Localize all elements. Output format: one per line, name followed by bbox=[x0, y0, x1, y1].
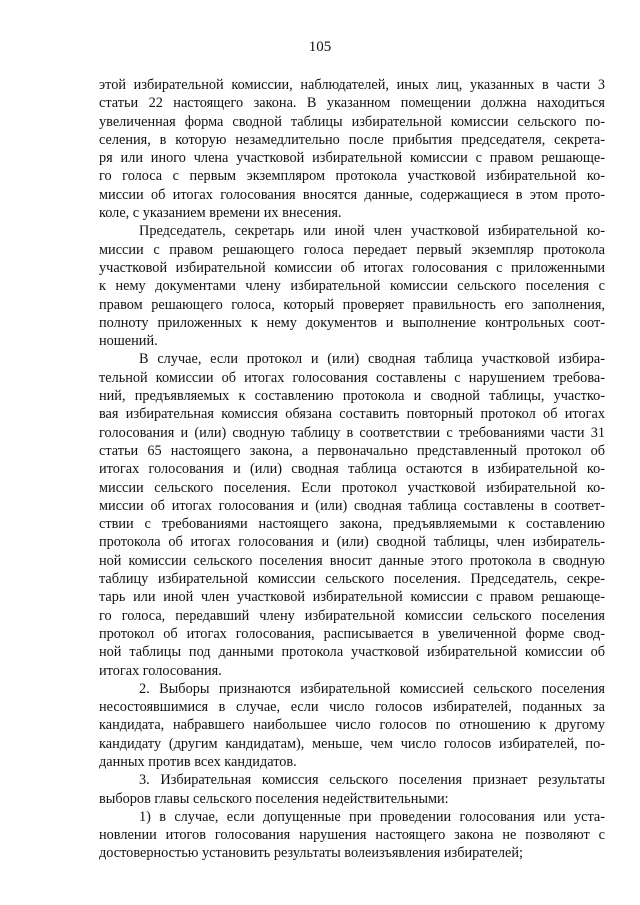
text-line: к нему документами члену избирательной комиссии сельского поселения с bbox=[99, 278, 605, 295]
text-line: данных против всех кандидатов. bbox=[99, 753, 297, 770]
paragraph bbox=[99, 350, 605, 679]
text-line: протокол об итогах голосования, расписывается в увеличенной форме свод- bbox=[99, 625, 605, 642]
paragraph bbox=[99, 680, 605, 771]
text-line: таблицу избирательной комиссии сельского поселения. Председатель, секре- bbox=[99, 571, 605, 588]
paragraph bbox=[99, 808, 605, 863]
text-line: правом решающего голоса, который проверяет правильность его заполнения, bbox=[99, 296, 605, 313]
text-line: ствии с требованиями настоящего закона, предъявляемыми к составлению bbox=[99, 516, 605, 533]
text-line: ношений. bbox=[99, 333, 158, 350]
text-line: этой избирательной комиссии, наблюдателей, иных лиц, указанных в части 3 bbox=[99, 77, 605, 93]
text-line: ной комиссии сельского поселения вносит данные этого протокола в сводную bbox=[99, 552, 605, 569]
text-line: миссии об итогах голосования вносятся данные, содержащиеся в этом прото- bbox=[99, 186, 605, 203]
text-line: несостоявшимися в случае, если число голосов избирателей, поданных за bbox=[99, 699, 605, 716]
paragraph bbox=[99, 222, 605, 350]
page-number: 105 bbox=[308, 39, 332, 55]
text-line: тарь или иной член участковой избирательной комиссии с правом решающе- bbox=[99, 589, 605, 606]
text-line: протокола об итогах голосования и (или) сводной таблицы, член избиратель- bbox=[99, 534, 605, 551]
text-line: Председатель, секретарь или иной член участковой избирательной ко- bbox=[139, 223, 605, 240]
text-line: кандидату (другим кандидатам), меньше, чем число голосов избирателей, по- bbox=[99, 735, 605, 752]
body-text bbox=[99, 76, 605, 863]
text-line: достоверностью установить результаты волеизъявления избирателей; bbox=[99, 845, 523, 862]
text-line: голосования и (или) сводную таблицу в соответствии с требованиями части 31 bbox=[99, 424, 605, 441]
text-line: выборов главы сельского поселения недействительными: bbox=[99, 790, 449, 807]
text-line: миссии с правом решающего голоса передает первый экземпляр протокола bbox=[99, 241, 605, 258]
text-line: ний, предъявляемых к составлению протокола и сводной таблицы, участко- bbox=[99, 388, 605, 405]
paragraph bbox=[99, 76, 605, 222]
text-line: го голоса с первым экземпляром протокола участковой избирательной ко- bbox=[99, 168, 605, 185]
text-line: кандидата, набравшего наибольшее число голосов по отношению к другому bbox=[99, 717, 605, 734]
text-line: вая избирательная комиссия обязана составить повторный протокол об итогах bbox=[99, 406, 605, 423]
text-line: статьи 65 настоящего закона, а первоначально представленный протокол об bbox=[99, 442, 605, 459]
text-line: новлении итогов голосования нарушения настоящего закона не позволяют с bbox=[99, 827, 605, 844]
text-line: ря или иного члена участковой избирательной комиссии с правом решающе- bbox=[99, 150, 605, 167]
text-line: статьи 22 настоящего закона. В указанном помещении должна находиться bbox=[99, 95, 605, 112]
text-line: коле, с указанием времени их внесения. bbox=[99, 205, 342, 222]
text-line: 3. Избирательная комиссия сельского поселения признает результаты bbox=[139, 772, 605, 789]
text-line: 1) в случае, если допущенные при проведении голосования или уста- bbox=[139, 808, 605, 825]
text-line: миссии сельского поселения. Если протокол участковой избирательной ко- bbox=[99, 479, 605, 496]
text-line: В случае, если протокол и (или) сводная таблица участковой избира- bbox=[139, 351, 605, 368]
text-line: итогах голосования и (или) сводная таблица остаются в избирательной ко- bbox=[99, 461, 605, 478]
text-line: тельной комиссии об итогах голосования составлены с нарушением требова- bbox=[99, 369, 605, 386]
text-line: го голоса, передавший члену избирательной комиссии сельского поселения bbox=[99, 607, 605, 624]
text-line: ной таблицы под данными протокола участковой избирательной комиссии об bbox=[99, 644, 605, 661]
text-line: участковой избирательной комиссии об итогах голосования с приложенными bbox=[99, 259, 605, 276]
paragraph bbox=[99, 771, 605, 808]
text-line: итогах голосования. bbox=[99, 662, 222, 679]
text-line: увеличенная форма сводной таблицы избирательной комиссии сельского по- bbox=[99, 113, 605, 130]
text-line: миссии об итогах голосования и (или) сводная таблица составлены в соответ- bbox=[99, 497, 605, 514]
text-line: полноту приложенных к нему документов и выполнение контрольных соот- bbox=[99, 314, 605, 331]
text-line: 2. Выборы признаются избирательной комиссией сельского поселения bbox=[139, 680, 605, 697]
text-line: селения, в которую незамедлительно после прибытия председателя, секрета- bbox=[99, 131, 605, 148]
